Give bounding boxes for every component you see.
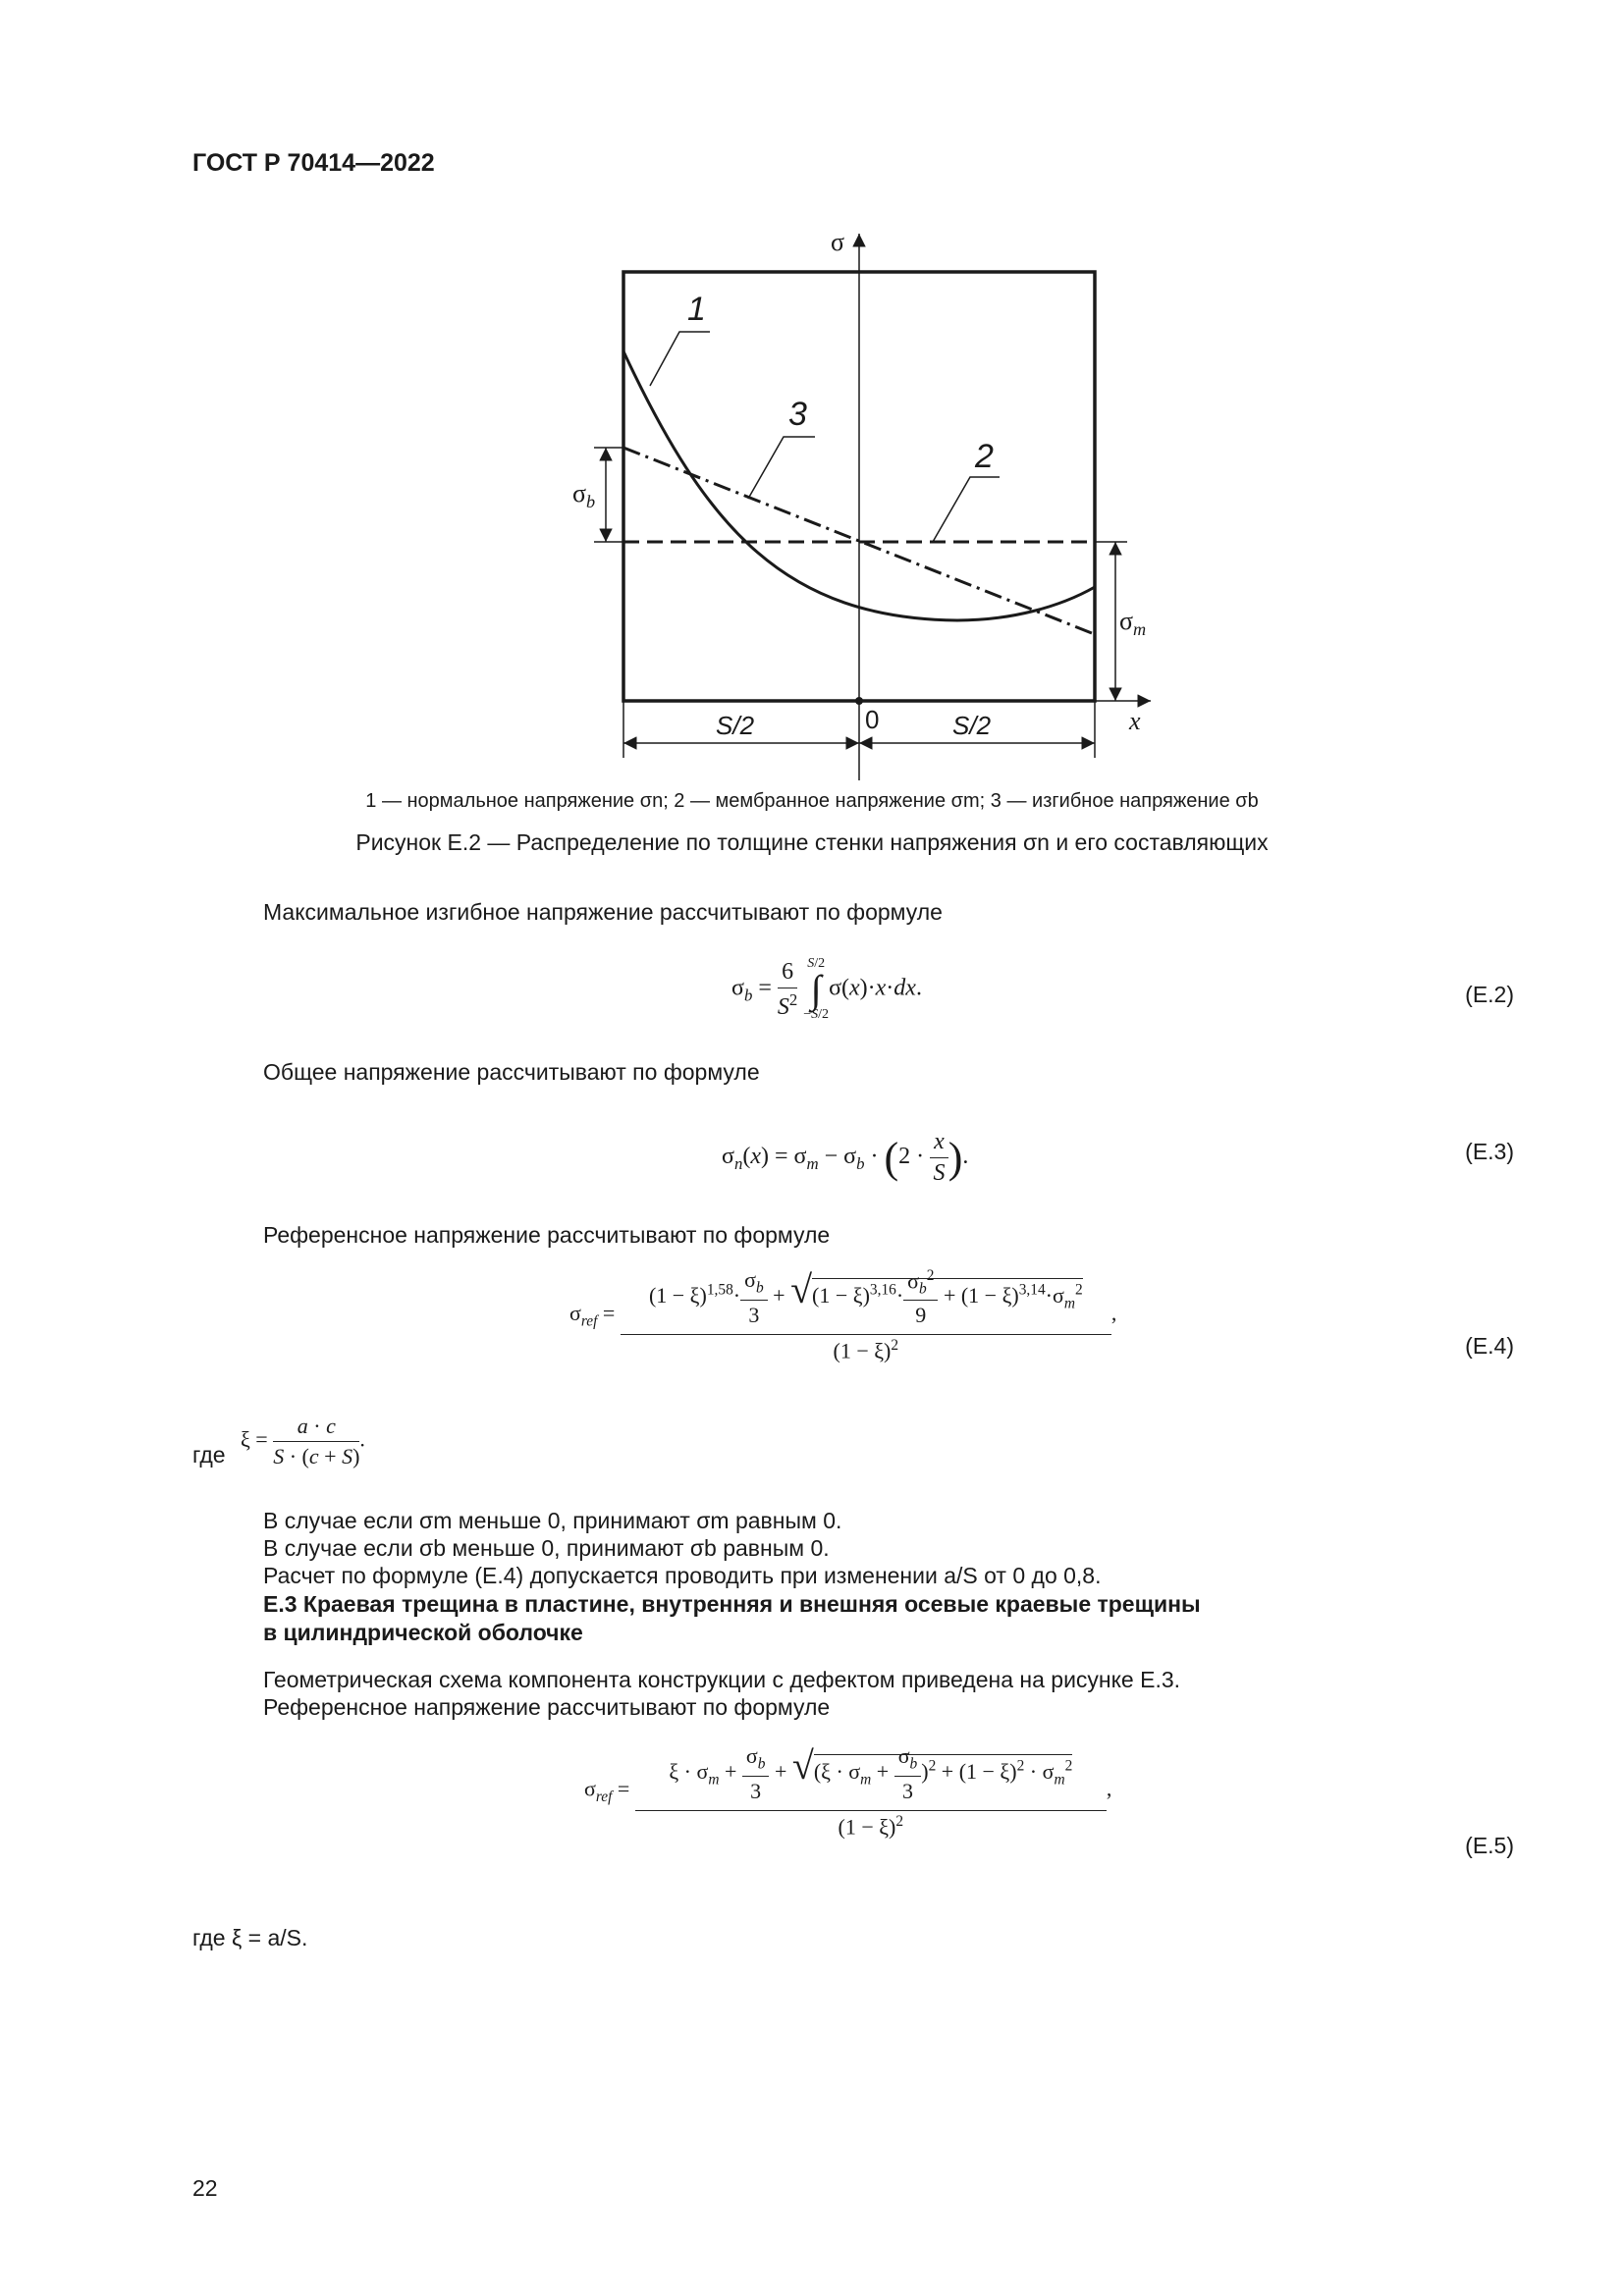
curve-bending-stress (623, 448, 1092, 633)
leader-2 (933, 477, 1000, 542)
equation-e5: $\sigma_{ref}$ = $\xi \cdot \sigma_m$ + $\frac{\sigma_b}{3}$ + $√(\xi \cdot \sigma_m$ + $\frac{\sigma_b}{3}$ )$^2 + (1 - \xi)^2 \cdot \sigma_m^2$ $(1 - \xi)^2$ , (584, 1743, 1112, 1839)
equation-e4: $\sigma_{ref}$ = $(1 - \xi)^{1,58}\cdot$ $\frac{\sigma_b}{3}$ + $√(1 - \xi)^{3,16}\cdot$ $\frac{\sigma_b^2}{9}$ + $(1 - \xi)^{3,14}\cdot\sigma_m^2$ $(1 - \xi)^2$ , (569, 1266, 1117, 1363)
section-heading-e3: Е.3 Краевая трещина в пластине, внутренняя и внешняя осевые краевые трещины в цилиндрической оболочке (263, 1591, 1201, 1645)
condition-range: Расчет по формуле (Е.4) допускается проводить при изменении a/S от 0 до 0,8. (263, 1563, 1102, 1588)
curve-label-1: 1 (687, 291, 706, 328)
equation-number-e5: (Е.5) (1465, 1833, 1514, 1858)
condition-sigma-b: В случае если σb меньше 0, принимают σb равным 0. (263, 1535, 830, 1561)
paragraph-reference-intro: Референсное напряжение рассчитывают по формуле (263, 1222, 831, 1248)
origin-label: 0 (865, 705, 880, 734)
x-axis-label: x (1129, 707, 1141, 735)
half-thickness-right-label: S/2 (952, 711, 992, 740)
paragraph-reference-intro-2: Референсное напряжение рассчитывают по формуле (263, 1694, 831, 1720)
leader-3 (748, 437, 815, 499)
figure-legend: 1 — нормальное напряжение σn; 2 — мембранное напряжение σm; 3 — изгибное напряжение σb (365, 790, 1259, 812)
where-label-1: где (192, 1442, 226, 1468)
curve-label-2: 2 (975, 438, 994, 475)
page-number: 22 (192, 2175, 218, 2201)
figure-caption: Рисунок Е.2 — Распределение по толщине стенки напряжения σn и его составляющих (355, 829, 1269, 855)
origin-dot (855, 697, 863, 705)
sigma-axis-label: σ (831, 228, 845, 256)
equation-e3: $\sigma_n(x) = \sigma_m - \sigma_b \cdot (2$ · $\frac{x}{S}$ ). (722, 1129, 969, 1186)
equation-xi: ξ = $\frac{a \cdot c}{S \cdot (c + S)}$ . (241, 1414, 365, 1468)
paragraph-total-intro: Общее напряжение рассчитывают по формуле (263, 1059, 760, 1085)
document-id: ГОСТ Р 70414—2022 (192, 149, 435, 177)
paragraph-geometry: Геометрическая схема компонента конструкции с дефектом приведена на рисунке Е.3. (263, 1667, 1181, 1692)
equation-number-e3: (Е.3) (1465, 1139, 1514, 1164)
equation-number-e2: (Е.2) (1465, 982, 1514, 1007)
where-label-2: где ξ = a/S. (192, 1925, 308, 1950)
sigma-m-label: $\sigma_m$ (1119, 607, 1147, 640)
equation-e2: $\sigma_b$ = $\frac{6}{S^2}$ S/2 ∫ −S/2σ(x)·x·dx. (731, 956, 922, 1022)
paragraph-bending-intro: Максимальное изгибное напряжение рассчитывают по формуле (263, 899, 943, 925)
stress-distribution-figure (0, 0, 1624, 785)
half-thickness-left-label: S/2 (716, 711, 755, 740)
condition-sigma-m: В случае если σm меньше 0, принимают σm равным 0. (263, 1508, 842, 1533)
curve-label-3: 3 (788, 396, 807, 433)
equation-number-e4: (Е.4) (1465, 1333, 1514, 1359)
sigma-b-label: $\sigma_b$ (572, 479, 596, 512)
leader-1 (650, 332, 710, 386)
